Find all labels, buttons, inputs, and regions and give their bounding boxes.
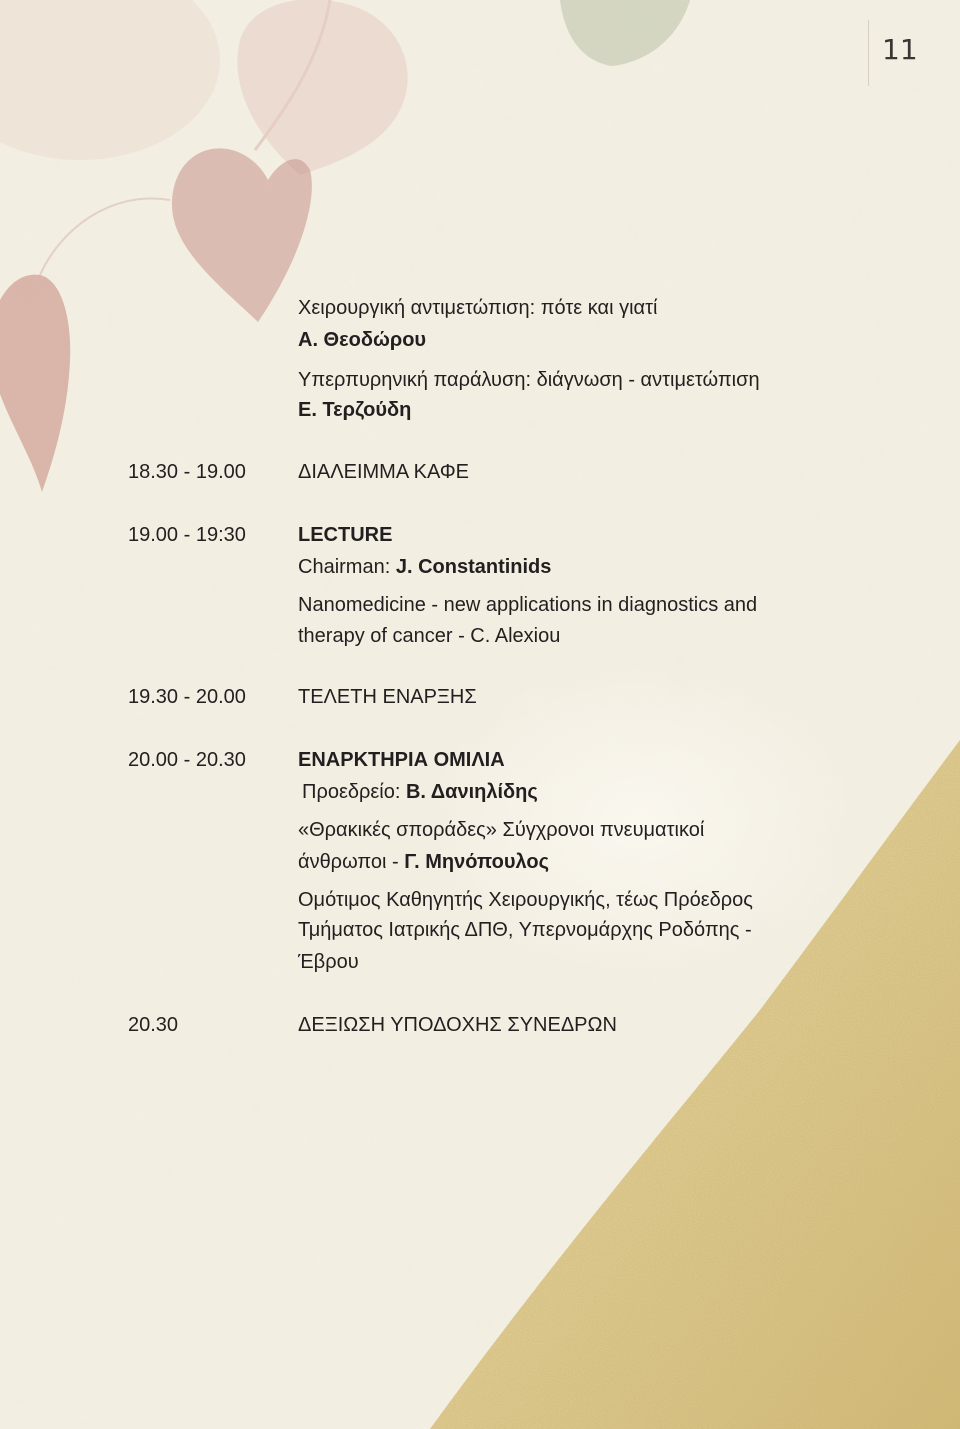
talk-title: Nanomedicine - new applications in diagnostics and — [298, 594, 758, 616]
talk-speaker: Γ. Μηνόπουλος — [404, 851, 549, 873]
session-title: ΤΕΛΕΤΗ ΕΝΑΡΞΗΣ — [298, 686, 477, 708]
talk-speaker: Α. Θεοδώρου — [298, 329, 427, 351]
chair-line — [302, 780, 538, 804]
talk-speaker: Ε. Τερζούδη — [298, 399, 412, 421]
session-time: 18.30 - 19.00 — [128, 461, 246, 483]
talk-title: Χειρουργική αντιμετώπιση: πότε και γιατί — [298, 297, 658, 319]
chair-label: Προεδρείο: — [302, 781, 401, 803]
session-title: LECTURE — [298, 524, 393, 546]
chair-name: J. Constantinids — [395, 556, 552, 578]
chair-line — [298, 555, 551, 579]
talk-title-speaker-line — [298, 850, 549, 874]
chair-name: Β. Δανιηλίδης — [405, 781, 538, 803]
speaker-bio: Τμήματος Ιατρικής ΔΠΘ, Υπερνομάρχης Ροδόπης - — [298, 919, 752, 941]
session-time: 19.30 - 20.00 — [128, 686, 246, 708]
session-time: 20.30 — [128, 1014, 179, 1036]
chair-label: Chairman: — [298, 556, 391, 578]
session-title: ΕΝΑΡΚΤΗΡΙΑ ΟΜΙΛΙΑ — [298, 749, 505, 771]
session-title: ΔΕΞΙΩΣΗ ΥΠΟΔΟΧΗΣ ΣΥΝΕΔΡΩΝ — [298, 1014, 617, 1036]
talk-title: «Θρακικές σποράδες» Σύγχρονοι πνευματικοί — [298, 819, 705, 841]
session-title: ΔΙΑΛΕΙΜΜΑ ΚΑΦΕ — [298, 461, 470, 483]
talk-title: Υπερπυρηνική παράλυση: διάγνωση - αντιμετώπιση — [298, 369, 760, 391]
session-time: 20.00 - 20.30 — [128, 749, 246, 771]
session-time: 19.00 - 19:30 — [128, 524, 246, 546]
speaker-bio: Έβρου — [298, 951, 359, 973]
page-number-rule — [868, 20, 869, 86]
speaker-bio: Ομότιμος Καθηγητής Χειρουργικής, τέως Πρόεδρος — [298, 889, 753, 911]
talk-title: άνθρωποι - — [298, 851, 399, 873]
talk-title: therapy of cancer - C. Alexiou — [298, 625, 561, 647]
page-number: 11 — [882, 33, 918, 66]
